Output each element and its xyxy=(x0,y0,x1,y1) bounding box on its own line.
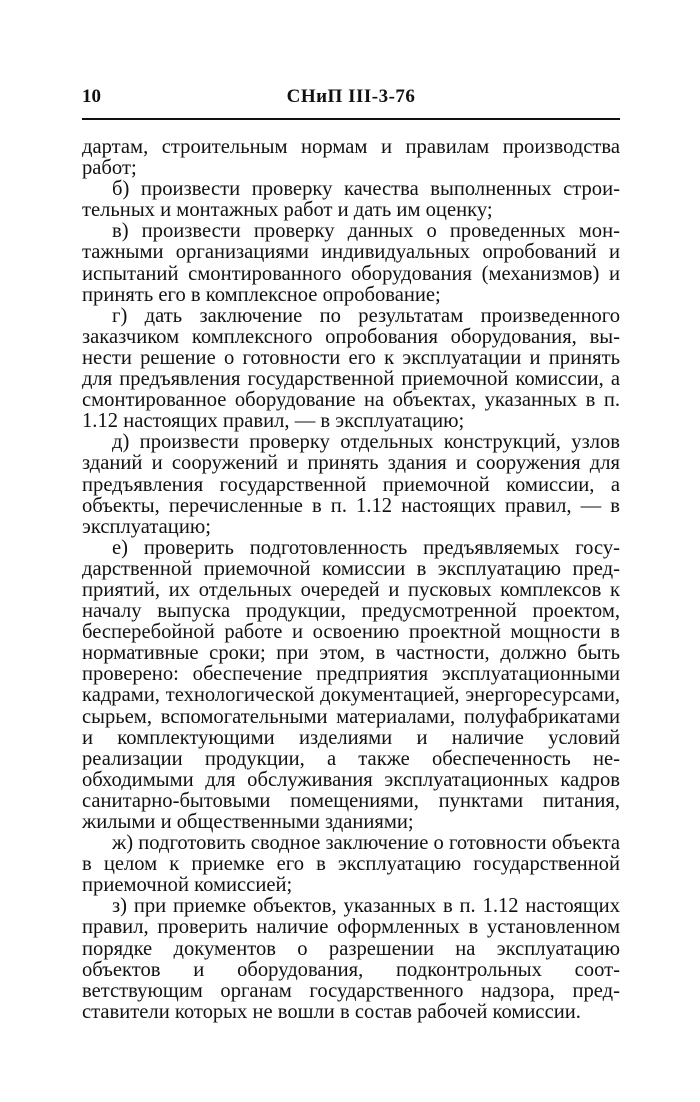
document-body xyxy=(82,137,620,1023)
paragraph-item-z: з) при приемке объектов, указанных в п. 1.12 настоящих правил, проверить наличие оформленных в установленном порядке документов о разрешении на эксплуатацию объектов и оборудования, подконтрольных соответствующим органам государственного надзора, представители которых не вошли в состав рабочей комиссии. xyxy=(82,895,620,1023)
paragraph-item-zh: ж) подготовить сводное заключение о готовности объекта в целом к приемке его в эксплуатацию государственной приемочной комиссией; xyxy=(82,832,620,897)
paragraph-item-g: г) дать заключение по результатам произведенного заказчиком комплексного опробования оборудования, вынести решение о готовности его к эксплуатации и принять для предъявления государственной приемочной комиссии, а смонтированное оборудование на объектах, указанных в п. 1.12 настоящих правил, — в эксплуатацию; xyxy=(82,304,620,433)
document-code: СНиП III-3-76 xyxy=(286,86,416,107)
paragraph-item-e: е) проверить подготовленность предъявляемых государственной приемочной комиссии в эксплуатацию предприятий, их отдельных очередей и пусковых комплексов к началу выпуска продукции, предусмотренной проектом, бесперебойной работе и освоению проектной мощности в нормативные сроки; при этом, в частности, должно быть проверено: обеспечение предприятия эксплуатационными кадрами, технологической документацией, энергоресурсами, сырьем, вспомогательными материалами, полуфабрикатами и комплектующими изделиями и наличие условий реализации продукции, а также обеспеченность необходимыми для обслуживания эксплуатационных кадров санитарно-бытовыми помещениями, пунктами питания, жилыми и общественными зданиями; xyxy=(82,536,620,833)
paragraph-continuation: дартам, строительным нормам и правилам производства работ; xyxy=(82,136,620,180)
page-number: 10 xyxy=(82,86,101,107)
paragraph-item-b: б) произвести проверку качества выполненных строительных и монтажных работ и дать им оценку; xyxy=(82,178,620,222)
page-header xyxy=(82,86,620,112)
paragraph-item-d: д) произвести проверку отдельных конструкций, узлов зданий и сооружений и принять здания и сооружения для предъявления государственной приемочной комиссии, а объекты, перечисленные в п. 1.12 настоящих правил, — в эксплуатацию; xyxy=(82,431,620,538)
header-divider xyxy=(82,118,620,120)
paragraph-item-v: в) произвести проверку данных о проведенных монтажными организациями индивидуальных опробований и испытаний смонтированного оборудования (механизмов) и принять его в комплексное опробование; xyxy=(82,220,620,306)
